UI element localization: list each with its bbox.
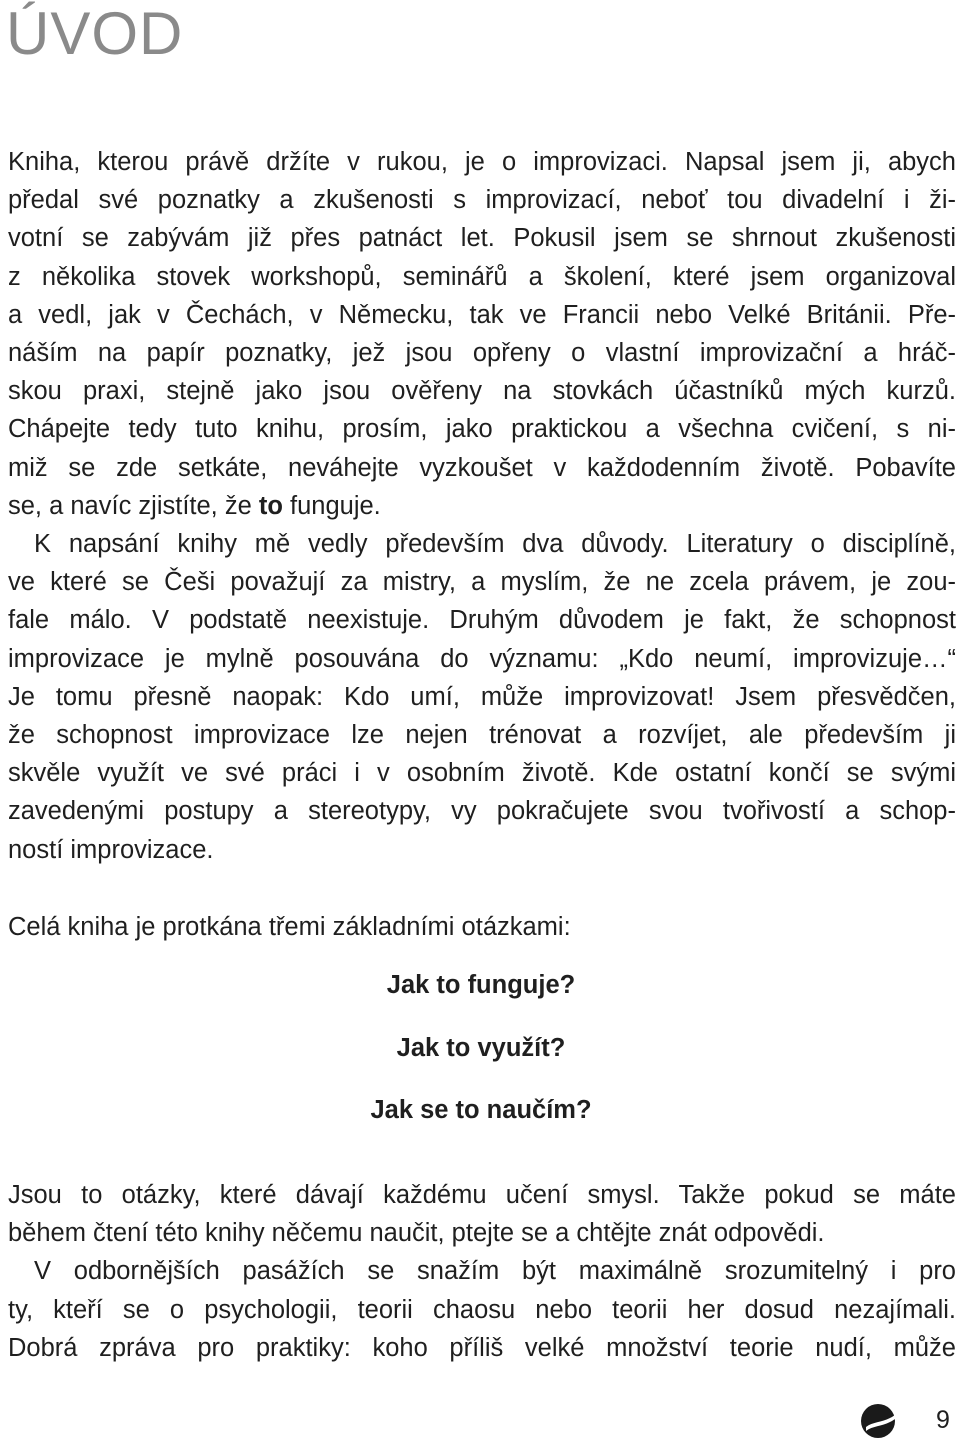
question-1: Jak to funguje? xyxy=(386,971,576,999)
chapter-title: ÚVOD xyxy=(6,0,184,67)
text-line: z několika stovek workshopů, seminářů a školení, které jsem organizoval xyxy=(8,262,956,291)
intro-paragraph-2 xyxy=(8,525,956,869)
text-line: během čtení této knihy něčemu naučit, ptejte se a chtějte znát odpovědi. xyxy=(8,1219,825,1248)
text-line: Dobrá zpráva pro praktiky: koho příliš velké množství teorie nudí, může xyxy=(8,1333,956,1362)
text-line: Je tomu přesně naopak: Kdo umí, může improvizovat! Jsem přesvědčen, xyxy=(8,682,956,711)
text-line: že schopnost improvizace lze nejen trénovat a rozvíjet, ale především ji xyxy=(8,721,956,750)
text-line: a vedl, jak v Čechách, v Německu, tak ve Francii nebo Velké Británii. Pře- xyxy=(8,300,956,329)
question-3: Jak se to naučím? xyxy=(370,1096,592,1124)
text-line: V odbornějších pasážích se snažím být maximálně srozumitelný i pro xyxy=(34,1257,956,1286)
text-line: miž se zde setkáte, neváhejte vyzkoušet v každodenním životě. Pobavíte xyxy=(8,453,956,482)
text-line: náším na papír poznatky, jež jsou opřeny o vlastní improvizační a hráč- xyxy=(8,339,956,368)
publisher-logo-icon xyxy=(860,1403,898,1439)
closing-paragraph-2 xyxy=(8,1252,956,1367)
text-run: funguje. xyxy=(282,491,381,520)
text-line: ve které se Češi považují za mistry, a myslím, že ne zcela právem, je zou- xyxy=(8,568,956,597)
intro-text xyxy=(8,143,956,869)
text-line: improvizace je mylně posouvána do významu: „Kdo neumí, improvizuje…“ xyxy=(8,644,956,673)
closing-text xyxy=(8,1176,956,1367)
text-line: Celá kniha je protkána třemi základními otázkami: xyxy=(8,913,571,941)
text-run: se, a navíc zjistíte, že xyxy=(8,491,259,520)
text-line: K napsání knihy mě vedly především dva důvody. Literatury o disciplíně, xyxy=(34,530,956,559)
text-line: Jsou to otázky, které dávají každému učení smysl. Takže pokud se máte xyxy=(8,1181,956,1209)
intro-paragraph-1 xyxy=(8,143,956,525)
text-line: skvěle využít ve své práci i v osobním životě. Kde ostatní končí se svými xyxy=(8,759,956,788)
question-2: Jak to využít? xyxy=(396,1033,566,1062)
text-line: votní se zabývám již přes patnáct let. Pokusil jsem se shrnout zkušenosti xyxy=(8,224,956,253)
text-line: fale málo. V podstatě neexistuje. Druhým důvodem je fakt, že schopnost xyxy=(8,606,956,635)
text-line: Chápejte tedy tuto knihu, prosím, jako praktickou a všechna cvičení, s ni- xyxy=(8,415,956,444)
page-number: 9 xyxy=(936,1406,950,1434)
key-questions xyxy=(0,970,960,1158)
closing-paragraph-1 xyxy=(8,1176,956,1252)
emphasis-to: to xyxy=(258,491,283,520)
text-line: Kniha, kterou právě držíte v rukou, je o improvizaci. Napsal jsem ji, abych xyxy=(8,148,956,176)
text-line: zavedenými postupy a stereotypy, vy pokračujete svou tvořivostí a schop- xyxy=(8,797,956,826)
text-line: skou praxi, stejně jako jsou ověřeny na stovkách účastníků mých kurzů. xyxy=(8,377,956,406)
text-line xyxy=(8,487,956,525)
text-line: ty, kteří se o psychologii, teorii chaosu nebo teorii her dosud nezajímali. xyxy=(8,1295,956,1324)
text-line: předal své poznatky a zkušenosti s improvizací, neboť tou divadelní i ži- xyxy=(8,186,956,215)
questions-intro xyxy=(8,908,956,946)
text-line: ností improvizace. xyxy=(8,835,214,864)
